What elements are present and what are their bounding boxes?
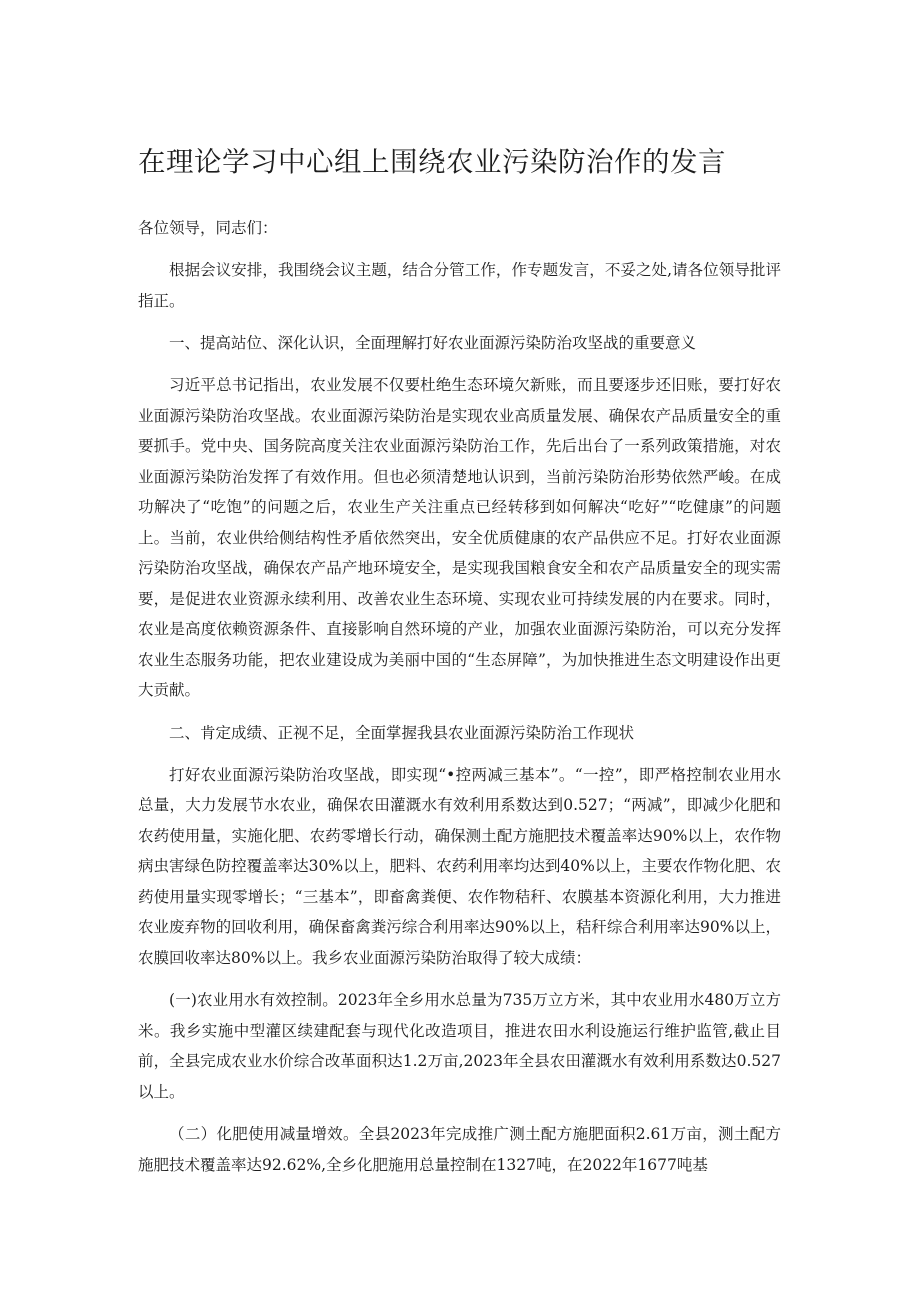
item-2-paragraph: （二）化肥使用减量增效。全县2023年完成推广测土配方施肥面积2.61万亩，测土配方施肥技术覆盖率达92.62%,全乡化肥施用总量控制在1327吨，在2022年1677吨基 (138, 1125, 781, 1174)
section-2-paragraph: 打好农业面源污染防治攻坚战，即实现“•控两减三基本”。“一控”，即严格控制农业用水总量，大力发展节水农业，确保农田灌溉水有效利用系数达到0.527；“两减”，即减少化肥和农药使用量，实施化肥、农药零增长行动，确保测土配方施肥技术覆盖率达90%以上，农作物病虫害绿色防控覆盖率达30%以上，肥料、农药利用率均达到40%以上，主要农作物化肥、农药使用量实现零增长；“三基本”，即畜禽粪便、农作物秸秆、农膜基本资源化利用，大力推进农业废弃物的回收利用，确保畜禽粪污综合利用率达90%以上，秸秆综合利用率达90%以上，农膜回收率达80%以上。我乡农业面源污染防治取得了较大成绩： (138, 765, 781, 967)
document-title: 在理论学习中心组上围绕农业污染防治作的发言 (138, 146, 726, 178)
salutation: 各位领导，同志们： (138, 219, 278, 237)
section-1-paragraph: 习近平总书记指出，农业发展不仅要杜绝生态环境欠新账，而且要逐步还旧账，要打好农业面源污染防治攻坚战。农业面源污染防治是实现农业高质量发展、确保农产品质量安全的重要抓手。党中央、国务院高度关注农业面源污染防治工作，先后出台了一系列政策措施，对农业面源污染防治发挥了有效作用。但也必须清楚地认识到，当前污染防治形势依然严峻。在成功解决了“吃饱”的问题之后，农业生产关注重点已经转移到如何解决“吃好”“吃健康”的问题上。当前，农业供给侧结构性矛盾依然突出，安全优质健康的农产品供应不足。打好农业面源污染防治攻坚战，确保农产品产地环境安全，是实现我国粮食安全和农产品质量安全的现实需要，是促进农业资源永续利用、改善农业生态环境、实现农业可持续发展的内在要求。同时，农业是高度依赖资源条件、直接影响自然环境的产业，加强农业面源污染防治，可以充分发挥农业生态服务功能，把农业建设成为美丽中国的“生态屏障”，为加快推进生态文明建设作出更大贡献。 (138, 376, 781, 699)
intro-paragraph: 根据会议安排，我围绕会议主题，结合分管工作，作专题发言，不妥之处,请各位领导批评指正。 (138, 261, 781, 310)
section-1-heading: 一、提高站位、深化认识，全面理解打好农业面源污染防治攻坚战的重要意义 (169, 334, 697, 352)
item-1-paragraph: (一)农业用水有效控制。2023年全乡用水总量为735万立方米，其中农业用水480万立方米。我乡实施中型灌区续建配套与现代化改造项目，推进农田水利设施运行维护监管,截止目前，全县完成农业水价综合改革面积达1.2万亩,2023年全县农田灌溉水有效利用系数达0.527以上。 (138, 991, 781, 1101)
section-2-heading: 二、肯定成绩、正视不足，全面掌握我县农业面源污染防治工作现状 (169, 723, 635, 742)
